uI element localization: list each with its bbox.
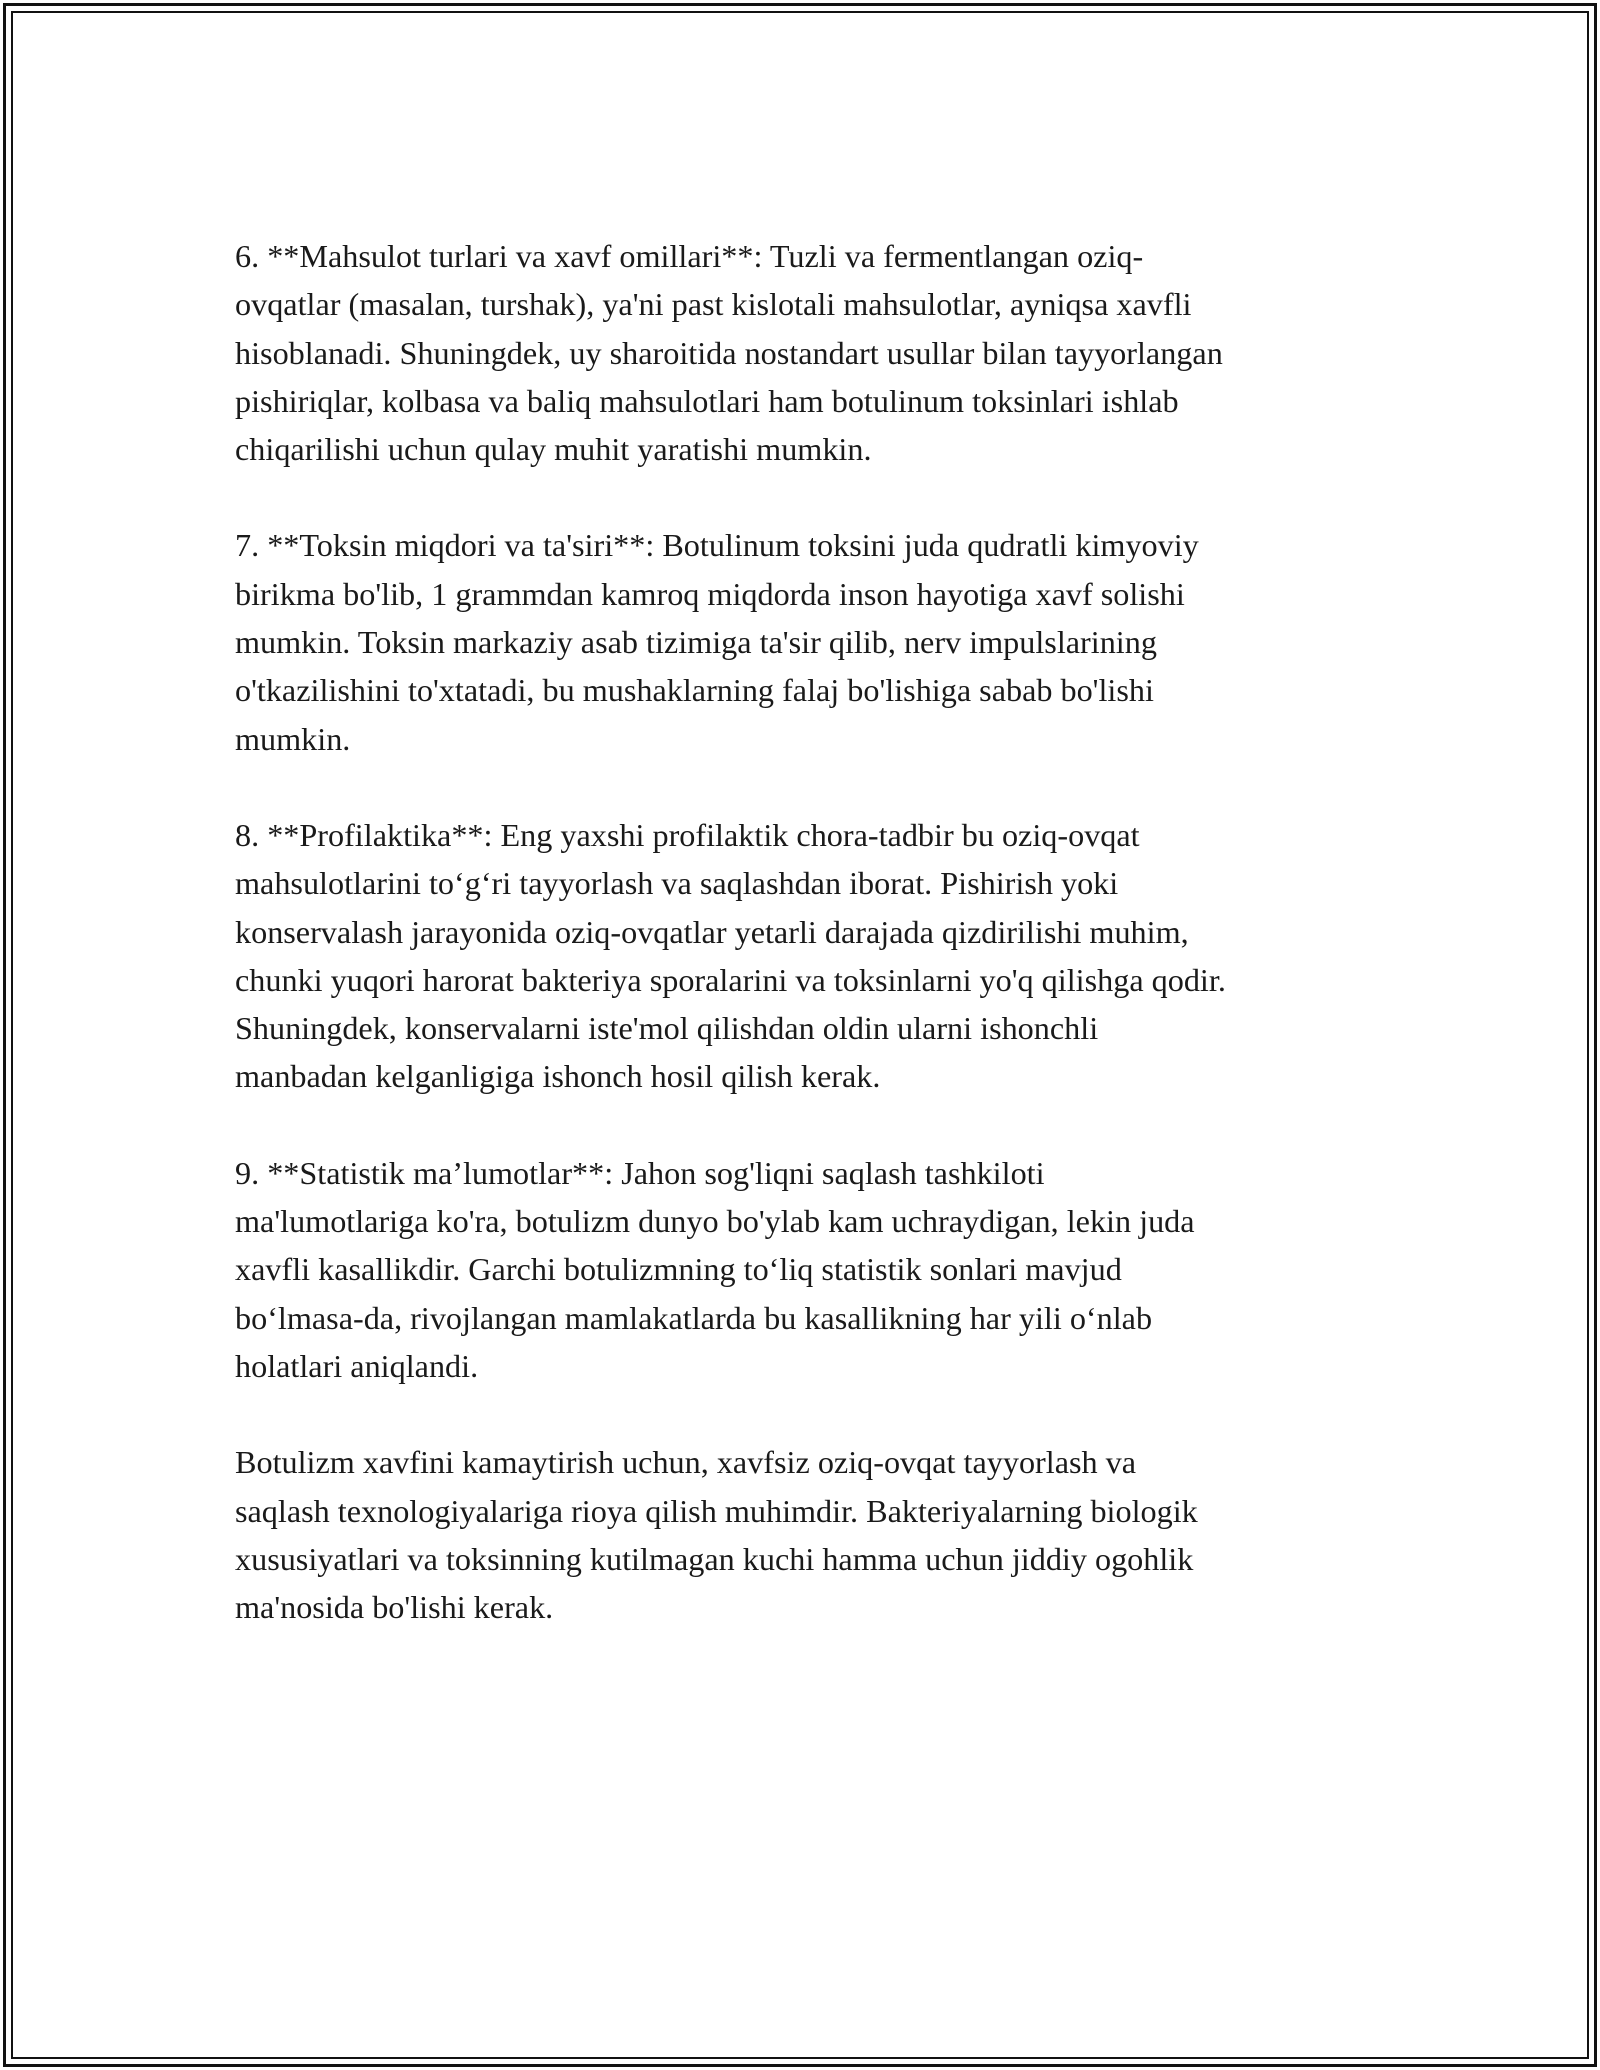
paragraph-product-types: 6. **Mahsulot turlari va xavf omillari**: Tuzli va fermentlangan oziq- ovqatlar (masalan, turshak), ya'ni past kislotali mahsulotlar, ayniqsa xavfli hisoblanadi. Shuningdek, uy sharoitida nostandart usullar bilan tayyorlangan pishiriqlar, kolbasa va baliq mahsulotlari ham botulinum toksinlari ishlab chiqarilishi uchun qulay muhit yaratishi mumkin. <box>235 238 1223 468</box>
paragraph-statistics: 9. **Statistik ma’lumotlar**: Jahon sog'liqni saqlash tashkiloti ma'lumotlariga ko'ra, botulizm dunyo bo'ylab kam uchraydigan, lekin juda xavfli kasallikdir. Garchi botulizmning to‘liq statistik sonlari mavjud bo‘lmasa-da, rivojlangan mamlakatlarda bu kasallikning har yili o‘nlab holatlari aniqlandi. <box>235 1154 1195 1384</box>
paragraph-toxin-amount: 7. **Toksin miqdori va ta'siri**: Botulinum toksini juda qudratli kimyoviy birikma bo'lib, 1 grammdan kamroq miqdorda inson hayotiga xavf solishi mumkin. Toksin markaziy asab tizimiga ta'sir qilib, nerv impulslarining o'tkazilishini to'xtatadi, bu mushaklarning falaj bo'lishiga sabab bo'lishi mumkin. <box>235 527 1199 757</box>
paragraph-prevention: 8. **Profilaktika**: Eng yaxshi profilaktik chora-tadbir bu oziq-ovqat mahsulotlarini to‘g‘ri tayyorlash va saqlashdan iborat. Pishirish yoki konservalash jarayonida oziq-ovqatlar yetarli darajada qizdirilishi muhim, chunki yuqori harorat bakteriya sporalarini va toksinlarni yo'q qilishga qodir. Shuningdek, konservalarni iste'mol qilishdan oldin ularni ishonchli manbadan kelganligiga ishonch hosil qilish kerak. <box>235 816 1226 1095</box>
document-body <box>235 232 1395 1679</box>
paragraph-conclusion: Botulizm xavfini kamaytirish uchun, xavfsiz oziq-ovqat tayyorlash va saqlash texnologiyalariga rioya qilish muhimdir. Bakteriyalarning biologik xususiyatlari va toksinning kutilmagan kuchi hamma uchun jiddiy ogohlik ma'nosida bo'lishi kerak. <box>235 1444 1198 1626</box>
